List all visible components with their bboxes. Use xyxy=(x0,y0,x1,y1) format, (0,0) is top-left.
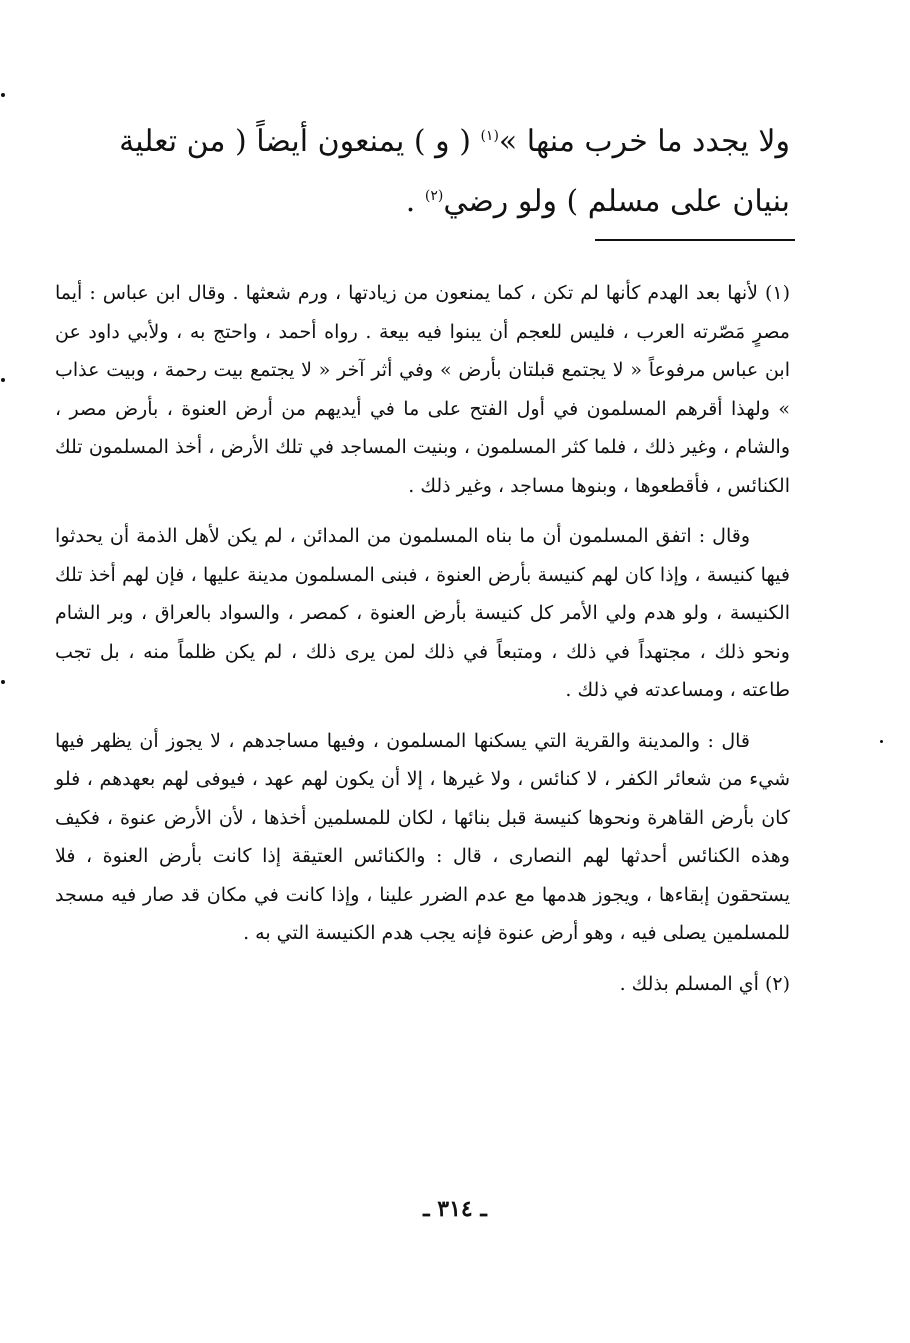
main-text-segment: . xyxy=(405,184,425,219)
main-line-2 xyxy=(60,172,790,232)
main-text xyxy=(60,112,790,232)
footnote-2: (٢) أي المسلم بذلك . xyxy=(619,972,790,995)
page-number: ـ ٣١٤ ـ xyxy=(423,1196,487,1222)
edge-mark xyxy=(1,378,5,382)
main-text-segment: ولا يجدد ما خرب منها » xyxy=(498,124,790,159)
edge-mark xyxy=(880,740,883,743)
edge-mark xyxy=(1,93,5,97)
footnote-ref-2: (٢) xyxy=(424,188,444,204)
main-text-segment: بنيان على مسلم ) ولو رضي xyxy=(443,184,790,219)
main-line-1 xyxy=(60,112,790,172)
edge-mark xyxy=(1,680,5,684)
footnote-1: (١) لأنها بعد الهدم كأنها لم تكن ، كما يمنعون من زيادتها ، ورم شعثها . وقال ابن عباس : أيما مصرٍ مَصّرته العرب ، فليس للعجم أن يبنوا فيه بيعة . رواه أحمد ، واحتج به ، ولأبي داود عن ابن عباس مرفوعاً « لا يجتمع قبلتان بأرض » وفي أثر آخر « لا يجتمع بيت رحمة ، وبيت عذاب » ولهذا أقرهم المسلمون في أول الفتح على ما في أيديهم من أرض العنوة ، بأرض مصر ، والشام ، وغير ذلك ، فلما كثر المسلمون ، وبنيت المساجد في تلك الأرض ، أخذ المسلمون تلك الكنائس ، فأقطعوها ، وبنوها مساجد ، وغير ذلك . xyxy=(55,282,791,497)
footnote-1-continued: قال : والمدينة والقرية التي يسكنها المسلمون ، وفيها مساجدهم ، لا يجوز أن يظهر فيها شيء من شعائر الكفر ، لا كنائس ، ولا غيرها ، إلا أن يكون لهم عهد ، فيوفى لهم بعهدهم ، فلو كان بأرض القاهرة ونحوها كنيسة قبل بنائها ، لكان للمسلمين أخذها ، لأن الأرض عنوة ، فكيف وهذه الكنائس أحدثها لهم النصارى ، قال : والكنائس العتيقة إذا كانت بأرض العنوة ، فلا يستحقون إبقاءها ، ويجوز هدمها مع عدم الضرر علينا ، وإذا كانت في مكان قد صار فيه مسجد للمسلمين يصلى فيه ، وهو أرض عنوة فإنه يجب هدم الكنيسة التي به . xyxy=(55,729,790,944)
footnotes xyxy=(55,274,790,1015)
footnote-1-continued: وقال : اتفق المسلمون أن ما بناه المسلمون من المدائن ، لم يكن لأهل الذمة أن يحدثوا فيها كنيسة ، وإذا كان لهم كنيسة بأرض العنوة ، فبنى المسلمون مدينة عليها ، فإن لهم أخذ تلك الكنيسة ، ولو هدم ولي الأمر كل كنيسة بأرض العنوة ، كمصر ، والسواد بالعراق ، وبر الشام ونحو ذلك ، مجتهداً في ذلك ، ومتبعاً في ذلك لمن يرى ذلك ، لم يكن ظلماً منه ، بل تجب طاعته ، ومساعدته في ذلك . xyxy=(55,525,790,701)
footnote-separator xyxy=(595,239,795,241)
footnote-ref-1: (١) xyxy=(480,128,499,144)
main-text-segment: ( و ) يمنعون أيضاً ( من تعلية xyxy=(119,124,481,159)
